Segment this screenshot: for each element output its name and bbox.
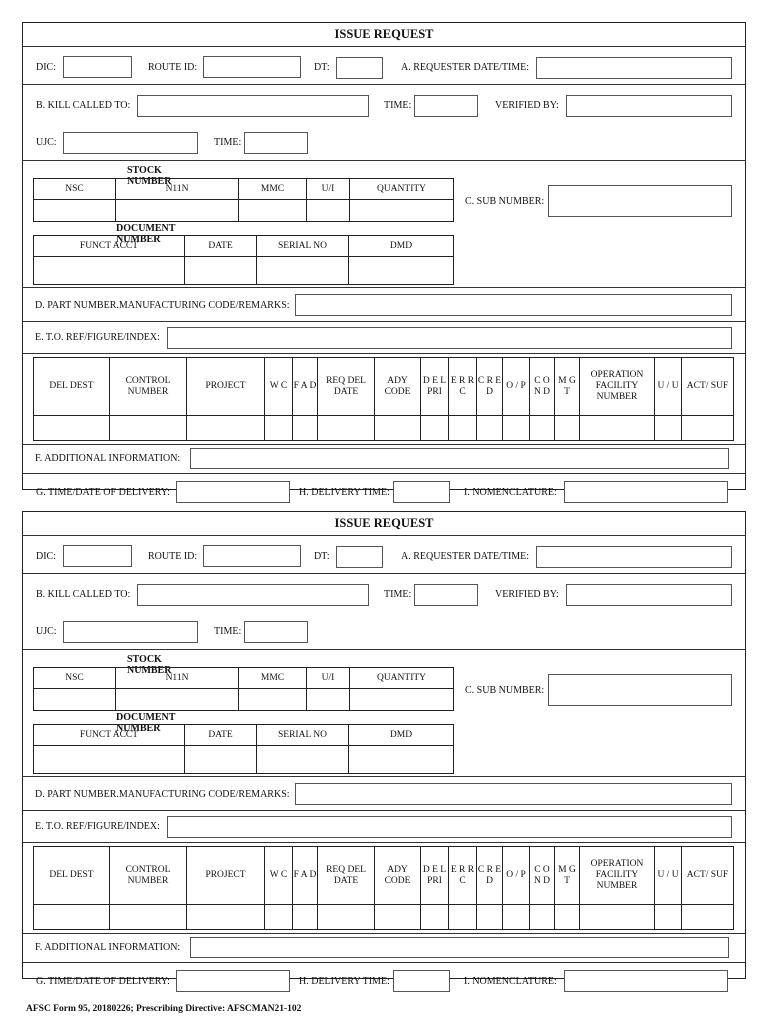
- divider: [22, 353, 746, 354]
- route-id-field[interactable]: [203, 545, 301, 567]
- project-cell[interactable]: [187, 905, 265, 930]
- n11n-cell[interactable]: [116, 689, 239, 711]
- requester-field[interactable]: [536, 57, 732, 79]
- del-dest-cell[interactable]: [34, 416, 110, 441]
- dt-field[interactable]: [336, 546, 383, 568]
- delivery-table: [33, 357, 734, 441]
- nomenclature-field[interactable]: [564, 970, 728, 992]
- time-field[interactable]: [414, 95, 478, 117]
- divider: [22, 842, 746, 843]
- fad-header: F A D: [293, 358, 318, 416]
- divider: [22, 84, 746, 85]
- date-cell[interactable]: [185, 257, 257, 285]
- additional-info-label: F. ADDITIONAL INFORMATION:: [35, 942, 181, 953]
- uu-cell[interactable]: [655, 905, 682, 930]
- stock-number-table: [33, 667, 454, 711]
- ady-code-header: ADY CODE: [375, 358, 421, 416]
- errc-header: E R R C: [449, 847, 477, 905]
- operation-facility-cell[interactable]: [580, 905, 655, 930]
- ujc-field[interactable]: [63, 132, 198, 154]
- uu-header: U / U: [655, 847, 682, 905]
- errc-cell[interactable]: [449, 416, 477, 441]
- stock-number-heading: STOCK NUMBER: [127, 165, 172, 187]
- to-ref-label: E. T.O. REF/FIGURE/INDEX:: [35, 821, 160, 832]
- dmd-header: DMD: [349, 725, 454, 746]
- verified-by-field[interactable]: [566, 584, 732, 606]
- wc-cell[interactable]: [265, 905, 293, 930]
- kill-called-field[interactable]: [137, 584, 369, 606]
- delivery-date-label: G. TIME/DATE OF DELIVERY:: [36, 976, 170, 987]
- divider: [22, 444, 746, 445]
- verified-by-label: VERIFIED BY:: [495, 100, 559, 111]
- divider: [22, 287, 746, 288]
- n11n-cell[interactable]: [116, 200, 239, 222]
- funct-acct-cell[interactable]: [34, 257, 185, 285]
- delivery-date-field[interactable]: [176, 970, 290, 992]
- divider: [22, 962, 746, 963]
- funct-acct-header: FUNCT ACCT: [34, 236, 185, 257]
- nsc-header: NSC: [34, 179, 116, 200]
- date-header: DATE: [185, 725, 257, 746]
- divider: [22, 46, 746, 47]
- divider: [22, 933, 746, 934]
- funct-acct-header: FUNCT ACCT: [34, 725, 185, 746]
- delivery-time-field[interactable]: [393, 970, 450, 992]
- route-id-label: ROUTE ID:: [148, 62, 198, 73]
- time-label: TIME:: [214, 137, 242, 148]
- ui-cell[interactable]: [307, 200, 350, 222]
- cond-cell[interactable]: [530, 416, 555, 441]
- serial-no-cell[interactable]: [257, 746, 349, 774]
- mgt-header: M G T: [555, 358, 580, 416]
- del-pri-cell[interactable]: [421, 416, 449, 441]
- op-header: O / P: [503, 847, 530, 905]
- ui-cell[interactable]: [307, 689, 350, 711]
- nsc-header: NSC: [34, 668, 116, 689]
- op-header: O / P: [503, 358, 530, 416]
- stock-number-table: [33, 178, 454, 222]
- mmc-cell[interactable]: [239, 689, 307, 711]
- del-pri-cell[interactable]: [421, 905, 449, 930]
- kill-called-field[interactable]: [137, 95, 369, 117]
- operation-facility-header: OPERATION FACILITY NUMBER: [580, 358, 655, 416]
- delivery-time-label: H. DELIVERY TIME:: [299, 487, 390, 498]
- to-ref-field[interactable]: [167, 816, 732, 838]
- nomenclature-label: I. NOMENCLATURE:: [464, 976, 557, 987]
- nsc-cell[interactable]: [34, 689, 116, 711]
- divider: [22, 160, 746, 161]
- delivery-time-label: H. DELIVERY TIME:: [299, 976, 390, 987]
- dt-field[interactable]: [336, 57, 383, 79]
- errc-header: E R R C: [449, 358, 477, 416]
- req-del-date-cell[interactable]: [318, 905, 375, 930]
- project-header: PROJECT: [187, 358, 265, 416]
- req-del-date-cell[interactable]: [318, 416, 375, 441]
- time-label: TIME:: [214, 626, 242, 637]
- kill-called-label: B. KILL CALLED TO:: [36, 589, 131, 600]
- nomenclature-label: I. NOMENCLATURE:: [464, 487, 557, 498]
- divider: [22, 649, 746, 650]
- req-del-date-header: REQ DEL DATE: [318, 847, 375, 905]
- op-cell[interactable]: [503, 416, 530, 441]
- dmd-cell[interactable]: [349, 746, 454, 774]
- wc-header: W C: [265, 358, 293, 416]
- part-number-field[interactable]: [295, 294, 732, 316]
- ady-code-cell[interactable]: [375, 905, 421, 930]
- part-number-label: D. PART NUMBER.MANUFACTURING CODE/REMARKS:: [35, 300, 290, 311]
- fad-cell[interactable]: [293, 416, 318, 441]
- delivery-date-field[interactable]: [176, 481, 290, 503]
- part-number-field[interactable]: [295, 783, 732, 805]
- cred-cell[interactable]: [477, 905, 503, 930]
- kill-called-label: B. KILL CALLED TO:: [36, 100, 131, 111]
- document-number-table: [33, 724, 454, 774]
- cond-header: C O N D: [530, 847, 555, 905]
- delivery-date-label: G. TIME/DATE OF DELIVERY:: [36, 487, 170, 498]
- uu-header: U / U: [655, 358, 682, 416]
- operation-facility-cell[interactable]: [580, 416, 655, 441]
- stock-number-heading: STOCK NUMBER: [127, 654, 172, 676]
- time-label: TIME:: [384, 589, 412, 600]
- ujc-label: UJC:: [36, 626, 57, 637]
- additional-info-field[interactable]: [190, 448, 729, 469]
- date-header: DATE: [185, 236, 257, 257]
- cred-cell[interactable]: [477, 416, 503, 441]
- wc-header: W C: [265, 847, 293, 905]
- quantity-header: QUANTITY: [350, 179, 454, 200]
- ui-header: U/I: [307, 668, 350, 689]
- del-pri-header: D E L PRI: [421, 847, 449, 905]
- mgt-cell[interactable]: [555, 905, 580, 930]
- quantity-cell[interactable]: [350, 200, 454, 222]
- quantity-header: QUANTITY: [350, 668, 454, 689]
- time-field[interactable]: [414, 584, 478, 606]
- act-suf-header: ACT/ SUF: [682, 847, 734, 905]
- del-pri-header: D E L PRI: [421, 358, 449, 416]
- document-number-table: [33, 235, 454, 285]
- divider: [22, 473, 746, 474]
- sub-number-label: C. SUB NUMBER:: [465, 685, 545, 696]
- op-cell[interactable]: [503, 905, 530, 930]
- del-dest-header: DEL DEST: [34, 847, 110, 905]
- act-suf-cell[interactable]: [682, 905, 734, 930]
- sub-number-field[interactable]: [548, 185, 732, 217]
- ujc-label: UJC:: [36, 137, 57, 148]
- control-number-cell[interactable]: [110, 905, 187, 930]
- delivery-table: [33, 846, 734, 930]
- wc-cell[interactable]: [265, 416, 293, 441]
- fad-cell[interactable]: [293, 905, 318, 930]
- dmd-cell[interactable]: [349, 257, 454, 285]
- divider: [22, 776, 746, 777]
- form-title: ISSUE REQUEST: [334, 516, 434, 530]
- dic-field[interactable]: [63, 545, 132, 567]
- errc-cell[interactable]: [449, 905, 477, 930]
- sub-number-label: C. SUB NUMBER:: [465, 196, 545, 207]
- serial-no-header: SERIAL NO: [257, 236, 349, 257]
- to-ref-label: E. T.O. REF/FIGURE/INDEX:: [35, 332, 160, 343]
- form-footer: AFSC Form 95, 20180226; Prescribing Directive: AFSCMAN21-102: [26, 1004, 302, 1014]
- uu-cell[interactable]: [655, 416, 682, 441]
- ui-header: U/I: [307, 179, 350, 200]
- cred-header: C R E D: [477, 847, 503, 905]
- project-header: PROJECT: [187, 847, 265, 905]
- act-suf-cell[interactable]: [682, 416, 734, 441]
- quantity-cell[interactable]: [350, 689, 454, 711]
- project-cell[interactable]: [187, 416, 265, 441]
- verified-by-label: VERIFIED BY:: [495, 589, 559, 600]
- cred-header: C R E D: [477, 358, 503, 416]
- mmc-header: MMC: [239, 668, 307, 689]
- ujc-time-field[interactable]: [244, 132, 308, 154]
- mgt-cell[interactable]: [555, 416, 580, 441]
- mmc-cell[interactable]: [239, 200, 307, 222]
- ady-code-cell[interactable]: [375, 416, 421, 441]
- divider: [22, 810, 746, 811]
- divider: [22, 321, 746, 322]
- route-id-label: ROUTE ID:: [148, 551, 198, 562]
- mgt-header: M G T: [555, 847, 580, 905]
- control-number-cell[interactable]: [110, 416, 187, 441]
- requester-label: A. REQUESTER DATE/TIME:: [401, 551, 530, 562]
- dmd-header: DMD: [349, 236, 454, 257]
- requester-label: A. REQUESTER DATE/TIME:: [401, 62, 530, 73]
- divider: [22, 535, 746, 536]
- dt-label: DT:: [314, 62, 330, 73]
- dic-label: DIC:: [36, 551, 56, 562]
- additional-info-field[interactable]: [190, 937, 729, 958]
- serial-no-header: SERIAL NO: [257, 725, 349, 746]
- cond-header: C O N D: [530, 358, 555, 416]
- ady-code-header: ADY CODE: [375, 847, 421, 905]
- ujc-time-field[interactable]: [244, 621, 308, 643]
- additional-info-label: F. ADDITIONAL INFORMATION:: [35, 453, 181, 464]
- requester-field[interactable]: [536, 546, 732, 568]
- act-suf-header: ACT/ SUF: [682, 358, 734, 416]
- date-cell[interactable]: [185, 746, 257, 774]
- document-number-heading: DOCUMENT NUMBER: [116, 712, 176, 734]
- dic-label: DIC:: [36, 62, 56, 73]
- cond-cell[interactable]: [530, 905, 555, 930]
- dt-label: DT:: [314, 551, 330, 562]
- ujc-field[interactable]: [63, 621, 198, 643]
- del-dest-cell[interactable]: [34, 905, 110, 930]
- nomenclature-field[interactable]: [564, 481, 728, 503]
- n11n-header: N11N: [116, 668, 239, 689]
- serial-no-cell[interactable]: [257, 257, 349, 285]
- nsc-cell[interactable]: [34, 200, 116, 222]
- part-number-label: D. PART NUMBER.MANUFACTURING CODE/REMARKS:: [35, 789, 290, 800]
- dic-field[interactable]: [63, 56, 132, 78]
- fad-header: F A D: [293, 847, 318, 905]
- sub-number-field[interactable]: [548, 674, 732, 706]
- req-del-date-header: REQ DEL DATE: [318, 358, 375, 416]
- verified-by-field[interactable]: [566, 95, 732, 117]
- operation-facility-header: OPERATION FACILITY NUMBER: [580, 847, 655, 905]
- route-id-field[interactable]: [203, 56, 301, 78]
- time-label: TIME:: [384, 100, 412, 111]
- to-ref-field[interactable]: [167, 327, 732, 349]
- delivery-time-field[interactable]: [393, 481, 450, 503]
- control-number-header: CONTROL NUMBER: [110, 847, 187, 905]
- n11n-header: N11N: [116, 179, 239, 200]
- funct-acct-cell[interactable]: [34, 746, 185, 774]
- mmc-header: MMC: [239, 179, 307, 200]
- del-dest-header: DEL DEST: [34, 358, 110, 416]
- control-number-header: CONTROL NUMBER: [110, 358, 187, 416]
- divider: [22, 573, 746, 574]
- form-title: ISSUE REQUEST: [334, 27, 434, 41]
- document-number-heading: DOCUMENT NUMBER: [116, 223, 176, 245]
